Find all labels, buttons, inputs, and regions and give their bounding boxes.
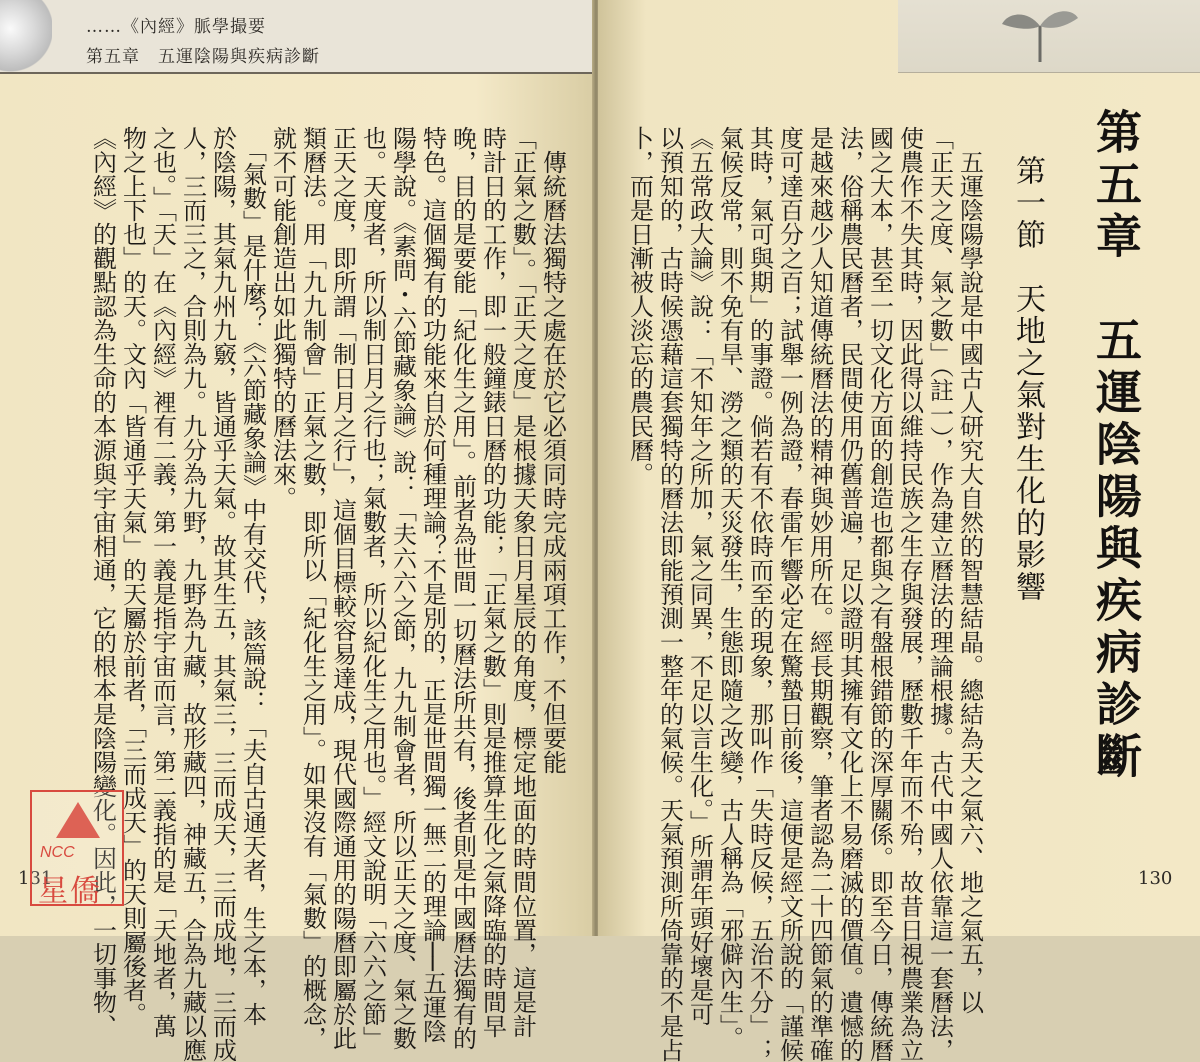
left-text-column: 「正氣之數」。「正天之度」是根據天象日月星辰的角度，標定地面的時間位置，這是計 xyxy=(508,126,537,1038)
left-text-column: 傳統曆法獨特之處在於它必須同時完成兩項工作，不但要能 xyxy=(538,126,567,774)
left-text-column: 《內經》的觀點認為生命的本源與宇宙相通，它的根本是陰陽變化。因此，一切事物、 xyxy=(88,126,117,1038)
right-text-column: 氣候反常，則不免有旱、澇之類的天災發生，生態即隨之改變，古人稱為「邪僻內生」。 xyxy=(715,126,744,1050)
sprout-leaf-icon xyxy=(1000,4,1080,64)
left-text-column: 人，三而三之，合則為九。九分為九野，九野為九藏，故形藏四，神藏五，合為九藏以應 xyxy=(178,126,207,1062)
page-number-right: 130 xyxy=(1138,868,1173,889)
right-text-column: 「正天之度、氣之數」（註一），作為建立曆法的理論根據。古代中國人依靠這一套曆法， xyxy=(925,126,954,1062)
right-text-column: 法，俗稱農民曆者，民間使用仍舊普遍，足以證明其擁有文化上不易磨滅的價值。遺憾的 xyxy=(835,126,864,1062)
left-text-column: 於陰陽，其氣九州九竅，皆通乎天氣。故其生五，其氣三，三而成天，三而成地，三而成 xyxy=(208,126,237,1062)
running-header-chapter: 第五章 五運陰陽與疾病診斷 xyxy=(86,47,320,67)
left-text-column: 類曆法。用「九九制會」正氣之數，即所以「紀化生之用」。如果沒有「氣數」的概念， xyxy=(298,126,327,1050)
seal-ncc-text: NCC xyxy=(40,844,75,861)
seal-name-text: 星僑 xyxy=(38,874,102,909)
right-text-column: 五運陰陽學說是中國古人研究大自然的智慧結晶。總結為天之氣六、地之氣五，以 xyxy=(955,126,984,1014)
seal-triangle-icon xyxy=(56,802,100,838)
left-text-column: 時計日的工作，即一般鐘錶日曆的功能；「正氣之數」則是推算生化之氣降臨的時間早 xyxy=(478,126,507,1038)
left-text-column: 陽學說。《素問・六節藏象論》說：「夫六六之節，九九制會者，所以正天之度、氣之數 xyxy=(388,126,417,1050)
right-text-column: 度可達百分之百；試舉一例為證，春雷乍響必定在驚蟄日前後，這便是經文所說的「謹候 xyxy=(775,126,804,1062)
right-text-column: 卜，而是日漸被人淡忘的農民曆。 xyxy=(625,126,654,486)
left-text-column: 物之上下也」的天。文內「皆通乎天氣」的天屬於前者，「三而成天」的天則屬後者。 xyxy=(118,126,147,1026)
left-text-column: 之也。」「天」在《內經》裡有二義，第一義是指宇宙而言，第二義指的是「天地者，萬 xyxy=(148,126,177,1038)
left-text-column: 正天之度，即所謂「制日月之行」，這個目標較容易達成，現代國際通用的陽曆即屬於此 xyxy=(328,126,357,1050)
section-title: 第一節 天地之氣對生化的影響 xyxy=(1010,155,1045,603)
left-text-column: 「氣數」是什麼？《六節藏象論》中有交代，該篇說：「夫自古通天者，生之本，本 xyxy=(238,126,267,1026)
left-text-column: 特色。這個獨有的功能來自於何種理論？不是別的，正是世間獨一無二的理論──五運陰 xyxy=(418,126,447,1043)
page-number-left: 131 xyxy=(18,868,53,889)
chapter-title: 第五章 五運陰陽與疾病診斷 xyxy=(1089,108,1143,784)
right-text-column: 其時，氣可與期」的事證。倘若有不依時而至的現象，那叫作「失時反候，五治不分」； xyxy=(745,126,774,1062)
running-header-book-title: ……《內經》脈學撮要 xyxy=(86,17,266,37)
right-text-column: 以預知的，古時候憑藉這套獨特的曆法即能預測一整年的氣候。天氣預測所倚靠的不是占 xyxy=(655,126,684,1062)
right-text-column: 國之大本，甚至一切文化方面的創造也都與之有盤根錯節的深厚關係。即至今日，傳統曆 xyxy=(865,126,894,1062)
left-text-column: 就不可能創造出如此獨特的曆法來。 xyxy=(268,126,297,510)
right-text-column: 是越來越少人知道傳統曆法的精神與妙用所在。經長期觀察，筆者認為二十四節氣的準確 xyxy=(805,126,834,1062)
ncc-watermark-seal xyxy=(30,790,124,909)
right-text-column: 使農作不失其時，因此得以維持民族之生存與發展，歷數千年而不殆，故昔日視農業為立 xyxy=(895,126,924,1062)
left-text-column: 晚，目的是要能「紀化生之用」。前者為世間一切曆法所共有，後者則是中國曆法獨有的 xyxy=(448,126,477,1050)
coral-decoration-icon xyxy=(0,0,52,72)
right-text-column: 《五常政大論》說：「不知年之所加，氣之同異，不足以言生化。」所謂年頭好壞是可 xyxy=(685,126,714,1026)
left-text-column: 也。天度者，所以制日月之行也；氣數者，所以紀化生之用也。」經文說明「六六之節」 xyxy=(358,126,387,1050)
